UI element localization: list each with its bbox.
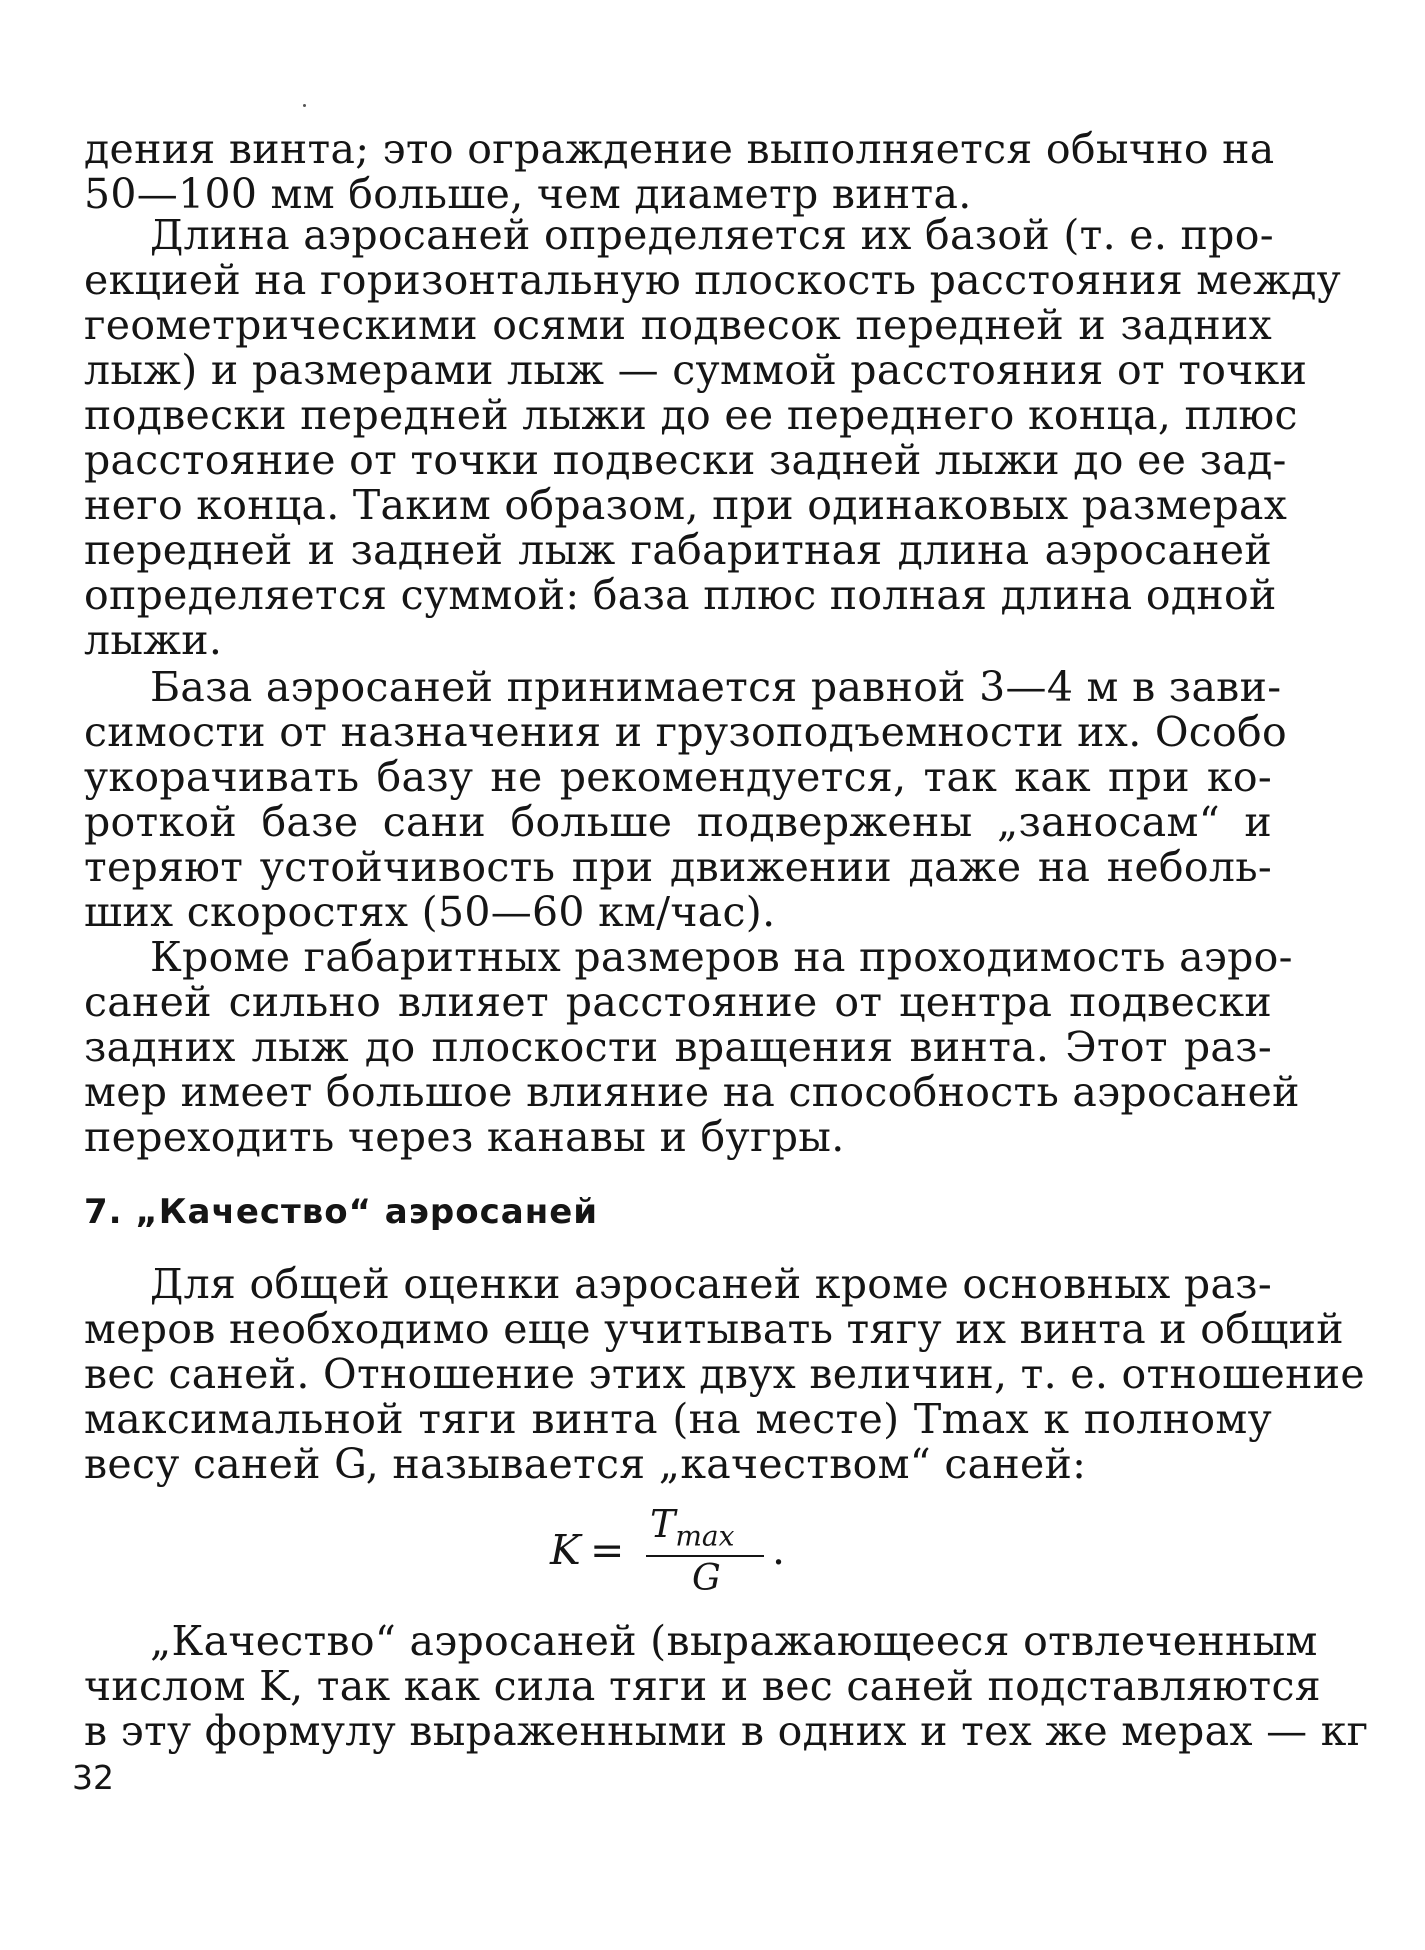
text-line: в эту формулу выраженными в одних и тех же мерах — кг	[84, 1707, 1369, 1755]
formula-numerator-symbol: T	[650, 1502, 676, 1546]
formula-end: .	[772, 1526, 786, 1574]
text-line: Для общей оценки аэросаней кроме основных раз-	[150, 1260, 1273, 1308]
text-line: укорачивать базу не рекомендуется, так как при ко-	[84, 753, 1272, 801]
text-line: расстояние от точки подвески задней лыжи до ее зад-	[84, 436, 1287, 484]
text-line: задних лыж до плоскости вращения винта. Этот раз-	[84, 1023, 1272, 1071]
text-line: мер имеет большое влияние на способность аэросаней	[84, 1068, 1300, 1116]
text-line: максимальной тяги винта (на месте) Tmax к полному	[84, 1395, 1272, 1443]
text-line: роткой базе сани больше подвержены „заносам“ и	[84, 798, 1272, 846]
text-line: теряют устойчивость при движении даже на неболь-	[84, 843, 1272, 891]
text-line: екцией на горизонтальную плоскость расстояния между	[84, 256, 1342, 304]
print-speck	[303, 104, 306, 107]
section-heading: 7. „Качество“ аэросаней	[84, 1192, 599, 1232]
text-line: определяется суммой: база плюс полная длина одной	[84, 571, 1277, 619]
text-line: него конца. Таким образом, при одинаковых размерах	[84, 481, 1288, 529]
text-line: симости от назначения и грузоподъемности их. Особо	[84, 708, 1287, 756]
text-line: передней и задней лыж габаритная длина аэросаней	[84, 526, 1272, 574]
formula-numerator	[650, 1502, 734, 1553]
text-line: дения винта; это ограждение выполняется обычно на	[84, 125, 1275, 173]
paragraph-base	[84, 663, 1287, 936]
text-line: меров необходимо еще учитывать тягу их винта и общий	[84, 1305, 1344, 1353]
text-line: подвески передней лыжи до ее переднего конца, плюс	[84, 391, 1298, 439]
text-line: Длина аэросаней определяется их базой (т. е. про-	[150, 211, 1274, 259]
text-line: 50—100 мм больше, чем диаметр винта.	[84, 170, 972, 218]
text-line: переходить через канавы и бугры.	[84, 1113, 845, 1161]
text-line: вес саней. Отношение этих двух величин, т. е. отношение	[84, 1350, 1365, 1398]
text-line: ших скоростях (50—60 км/час).	[84, 888, 776, 936]
formula-numerator-subscript: max	[675, 1519, 735, 1553]
paragraph-intro	[84, 125, 1275, 218]
formula-equals: =	[590, 1526, 625, 1574]
paragraph-quality-cont	[84, 1617, 1369, 1755]
paragraph-length	[84, 211, 1342, 664]
text-line: весу саней G, называется „качеством“ саней:	[84, 1440, 1087, 1488]
text-line: лыжи.	[84, 616, 223, 664]
text-line: числом K, так как сила тяги и вес саней подставляются	[84, 1662, 1321, 1710]
text-line: Кроме габаритных размеров на проходимость аэро-	[150, 933, 1293, 981]
text-line: База аэросаней принимается равной 3—4 м в зави-	[150, 663, 1282, 711]
text-line: лыж) и размерами лыж — суммой расстояния от точки	[84, 346, 1308, 394]
formula-denominator: G	[692, 1558, 721, 1599]
text-line: геометрическими осями подвесок передней и задних	[84, 301, 1272, 349]
text-line: „Качество“ аэросаней (выражающееся отвлеченным	[150, 1617, 1318, 1665]
fraction-bar	[646, 1555, 764, 1557]
page-number: 32	[72, 1758, 114, 1797]
paragraph-passability	[84, 933, 1300, 1161]
paragraph-quality	[84, 1260, 1365, 1488]
formula-lhs: K	[550, 1526, 581, 1574]
quality-formula	[550, 1502, 810, 1612]
text-line: саней сильно влияет расстояние от центра подвески	[84, 978, 1272, 1026]
